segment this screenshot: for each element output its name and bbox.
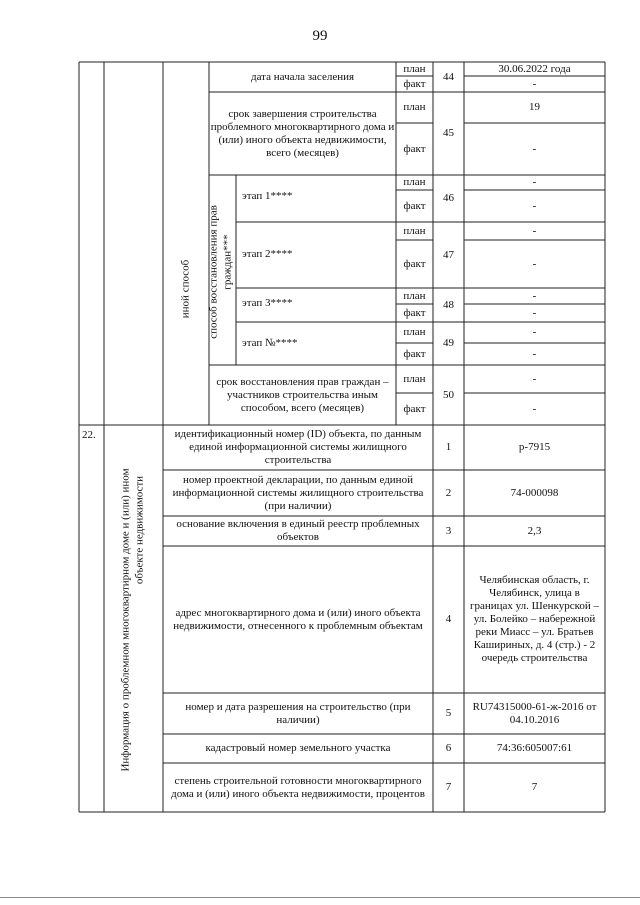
row-45-plan-value: 19 bbox=[529, 101, 540, 113]
row-46-label: этап 1**** bbox=[242, 190, 293, 202]
info-row-1-number: 1 bbox=[445, 441, 452, 453]
row-47-number: 47 bbox=[443, 248, 454, 261]
info-row-3-number: 3 bbox=[445, 524, 452, 537]
row-49-fakt-label: факт bbox=[403, 347, 426, 360]
row-50-fakt-value: - bbox=[532, 402, 537, 415]
row-50-label: срок восстановления прав граждан – участников строительства иным способом, всего (месяцев) bbox=[216, 375, 389, 414]
page-bottom-rule bbox=[0, 897, 640, 898]
info-row-5-label: номер и дата разрешения на строительство (при наличии) bbox=[185, 700, 411, 726]
info-row-7-value: 7 bbox=[531, 781, 538, 793]
info-row-2-label: номер проектной декларации, по данным единой информационной системы жилищного строительства (при наличии) bbox=[172, 473, 424, 512]
row-44-label: дата начала заселения bbox=[250, 70, 355, 83]
row-49-plan-value: - bbox=[532, 326, 537, 338]
info-row-1-label: идентификационный номер (ID) объекта, по данным единой информационной системы жилищного строительства bbox=[174, 428, 422, 466]
info-row-6-value: 74:36:605007:61 bbox=[496, 742, 573, 754]
page-number: 99 bbox=[312, 28, 328, 44]
row-45-plan-label: план bbox=[403, 101, 426, 113]
info-row-6-label: кадастровый номер земельного участка bbox=[205, 742, 391, 754]
row-45-label: срок завершения строительства проблемного многоквартирного дома и (или) иного объекта недвижимости, всего (месяцев) bbox=[210, 107, 395, 159]
row-48-plan-value: - bbox=[532, 289, 537, 302]
row-47-label: этап 2**** bbox=[242, 248, 293, 260]
row-50-fakt-label: факт bbox=[403, 402, 426, 415]
row-45-number: 45 bbox=[443, 127, 454, 139]
row-46-number: 46 bbox=[443, 192, 454, 204]
row-48-plan-label: план bbox=[403, 289, 426, 302]
info-row-4-value: Челябинская область, г. Челябинск, улица в границах ул. Шенкурской – ул. Болейко – набережной реки Миасс – ул. Братьев Кашириных, д. 4 (стр.) - 2 очередь строительства bbox=[469, 574, 600, 664]
info-row-6-number: 6 bbox=[445, 742, 452, 754]
row-48-number: 48 bbox=[443, 298, 454, 311]
row-49-plan-label: план bbox=[403, 326, 426, 338]
row-49-fakt-value: - bbox=[532, 347, 537, 360]
row-50-plan-value: - bbox=[532, 372, 537, 385]
info-row-1-value: р-7915 bbox=[518, 441, 551, 453]
info-row-2-value: 74-000098 bbox=[510, 486, 559, 499]
row-46-plan-value: - bbox=[532, 176, 537, 188]
sposob-vosstanovleniya-label-line2: граждан*** bbox=[221, 234, 234, 290]
row-44-plan-label: план bbox=[403, 62, 426, 75]
inoy-sposob-label: иной способ bbox=[179, 259, 192, 319]
row-48-fakt-value: - bbox=[532, 306, 537, 319]
info-row-2-number: 2 bbox=[445, 486, 452, 499]
row-44-number: 44 bbox=[443, 70, 454, 83]
info-row-5-value: RU74315000-61-ж-2016 от 04.10.2016 bbox=[472, 700, 597, 726]
row-45-fakt-value: - bbox=[532, 142, 537, 155]
info-row-3-value: 2,3 bbox=[527, 524, 542, 537]
row-47-plan-value: - bbox=[532, 224, 537, 237]
section-number: 22. bbox=[82, 429, 96, 441]
info-row-3-label: основание включения в единый реестр проблемных объектов bbox=[176, 518, 420, 543]
info-section-label-line1: Информация о проблемном многоквартирном доме и (или) ином bbox=[119, 468, 132, 772]
sposob-vosstanovleniya-label-line1: способ восстановления прав bbox=[207, 205, 220, 339]
row-46-fakt-value: - bbox=[532, 199, 537, 212]
row-44-fakt-label: факт bbox=[403, 77, 426, 90]
row-47-fakt-label: факт bbox=[403, 257, 426, 270]
row-49-number: 49 bbox=[443, 337, 454, 349]
row-45-fakt-label: факт bbox=[403, 142, 426, 155]
row-47-fakt-value: - bbox=[532, 257, 537, 270]
info-row-4-number: 4 bbox=[445, 613, 452, 625]
row-44-fakt-value: - bbox=[532, 77, 537, 90]
row-47-plan-label: план bbox=[403, 224, 426, 237]
info-section-label-line2: объекте недвижимости bbox=[133, 475, 146, 585]
info-row-7-label: степень строительной готовности многоквартирного дома и (или) иного объекта недвижимости, процентов bbox=[171, 774, 425, 800]
row-48-label: этап 3**** bbox=[242, 297, 293, 309]
row-44-plan-value: 30.06.2022 года bbox=[498, 62, 571, 75]
row-49-label: этап №**** bbox=[242, 337, 298, 349]
row-46-fakt-label: факт bbox=[403, 199, 426, 212]
info-row-7-number: 7 bbox=[445, 781, 452, 793]
row-50-plan-label: план bbox=[403, 372, 426, 385]
info-row-4-label: адрес многоквартирного дома и (или) иного объекта недвижимости, отнесенного к проблемным объектам bbox=[173, 606, 423, 632]
row-50-number: 50 bbox=[443, 388, 454, 401]
row-48-fakt-label: факт bbox=[403, 306, 426, 319]
row-46-plan-label: план bbox=[403, 176, 426, 188]
info-row-5-number: 5 bbox=[445, 707, 452, 719]
